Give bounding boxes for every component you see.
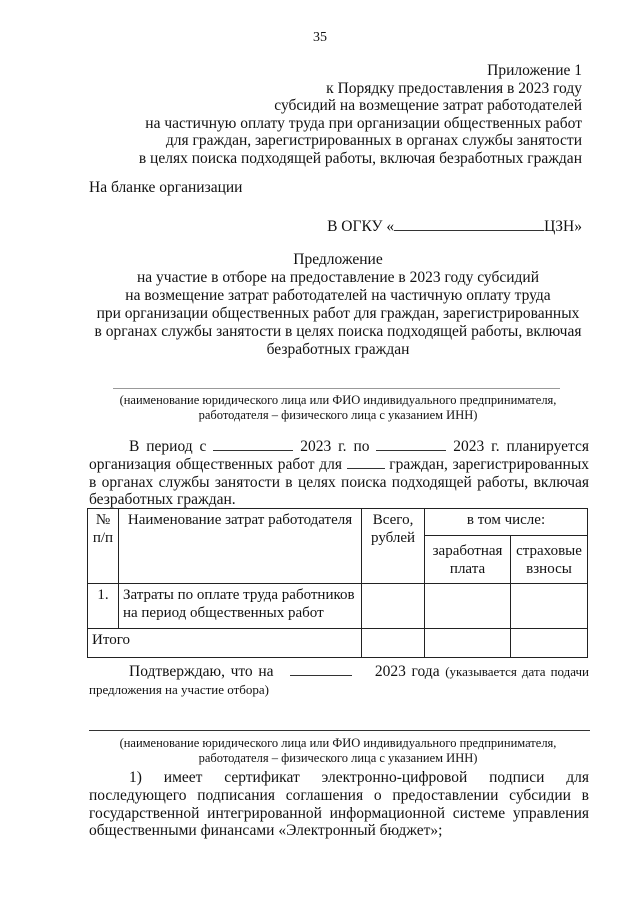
appendix-line: на частичную оплату труда при организации общественных работ [145, 114, 582, 132]
period-paragraph [89, 438, 589, 509]
title-line: в органах службы занятости в целях поиска подходящей работы, включая [94, 323, 582, 340]
row-total[interactable] [362, 584, 425, 629]
appendix-line: для граждан, зарегистрированных в органах службы занятости [165, 132, 582, 150]
appendix-line: в целях поиска подходящей работы, включая безработных граждан [138, 149, 582, 167]
appendix-line: субсидий на возмещение затрат работодателей [274, 97, 582, 115]
table-row [88, 584, 588, 629]
text: Подтверждаю, что на [129, 663, 274, 680]
confirm-date-blank [290, 663, 352, 676]
item-1-paragraph [89, 769, 589, 840]
row-insurance[interactable] [511, 584, 588, 629]
title-line: безработных граждан [266, 341, 410, 358]
addressee-blank [394, 218, 544, 231]
header-num: № п/п [88, 509, 119, 584]
total-salary[interactable] [425, 629, 511, 658]
caption-org-name [88, 736, 588, 766]
addressee [327, 218, 582, 236]
count-blank [347, 456, 385, 469]
text: 2023 года [374, 663, 440, 680]
document-title [88, 251, 588, 359]
total-label: Итого [88, 629, 362, 658]
caption-line: работодателя – физического лица с указанием ИНН) [198, 408, 478, 422]
text: граждан, зарегистрированных в органах службы занятости в целях поиска подходящей работы, включая безработных граждан. [89, 455, 589, 509]
table-total-row [88, 629, 588, 658]
header-name: Наименование затрат работодателя [118, 509, 361, 584]
row-name: Затраты по оплате труда работников на период общественных работ [118, 584, 361, 629]
appendix-header [62, 62, 582, 168]
note: (указывается дата подачи предложения на участие отбора) [89, 664, 590, 697]
addressee-prefix: В ОГКУ « [327, 218, 395, 235]
title-line: Предложение [293, 251, 383, 268]
caption-line: (наименование юридического лица или ФИО индивидуального предпринимателя, [119, 736, 557, 750]
caption-line: (наименование юридического лица или ФИО индивидуального предпринимателя, [119, 393, 557, 407]
text: 1) имеет сертификат электронно-цифровой подписи для последующего подписания соглашения о предоставлении субсидии в государственной интегрированной информационной системе управления общественными финансами «Электронный бюджет»; [89, 769, 589, 840]
text: 2023 г. по [300, 438, 370, 455]
date-to-blank [376, 438, 446, 451]
title-line: на участие в отборе на предоставление в 2023 году субсидий [136, 269, 540, 286]
page-number: 35 [313, 30, 327, 45]
header-insurance: страховые взносы [511, 536, 588, 584]
header-salary: заработная плата [425, 536, 511, 584]
header-total: Всего, рублей [362, 509, 425, 584]
date-from-blank [213, 438, 293, 451]
total-insurance[interactable] [511, 629, 588, 658]
signature-line [89, 730, 590, 731]
title-line: на возмещение затрат работодателей на частичную оплату труда [125, 287, 551, 304]
letterhead-note: На бланке организации [89, 179, 243, 196]
caption-line: работодателя – физического лица с указанием ИНН) [198, 751, 478, 765]
addressee-suffix: ЦЗН» [544, 218, 582, 235]
text: В период с [129, 438, 207, 455]
signature-line [113, 388, 560, 389]
costs-table [87, 508, 588, 658]
row-salary[interactable] [425, 584, 511, 629]
caption-org-name [88, 393, 588, 423]
text: 2023 г. планируется организация общественных работ для [89, 438, 589, 473]
appendix-line: Приложение 1 [487, 62, 582, 79]
appendix-line: к Порядку предоставления в 2023 году [326, 79, 582, 97]
header-including: в том числе: [425, 509, 588, 536]
confirm-paragraph [89, 663, 589, 699]
total-sum[interactable] [362, 629, 425, 658]
title-line: при организации общественных работ для граждан, зарегистрированных [96, 305, 580, 322]
row-num: 1. [88, 584, 119, 629]
